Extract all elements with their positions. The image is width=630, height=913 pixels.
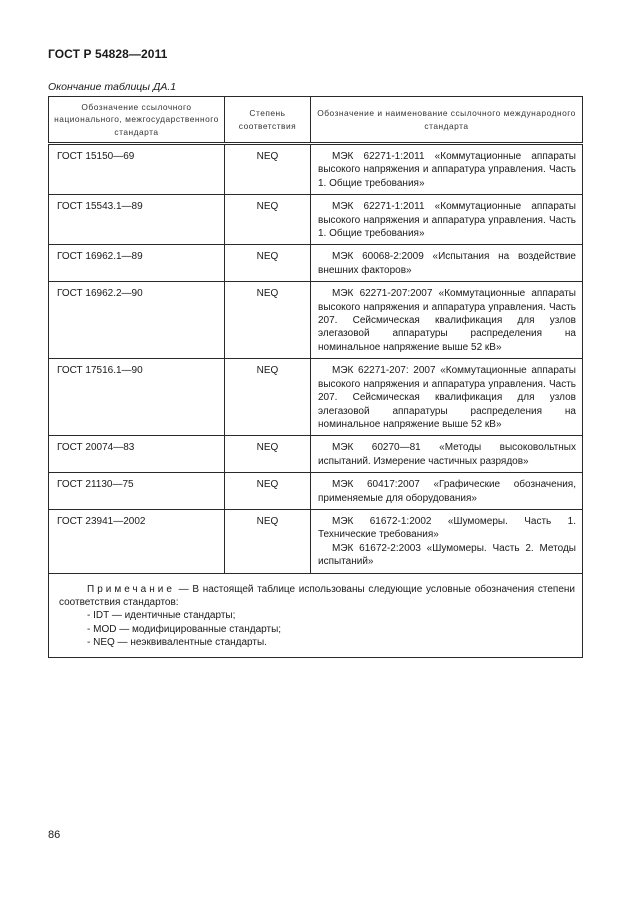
table-row [49, 359, 583, 436]
national-standard-cell: ГОСТ 15543.1—89 [49, 195, 225, 245]
international-standard-cell [311, 509, 583, 573]
table-note-row [49, 573, 583, 657]
international-standard-text: МЭК 62271-1:2011 «Коммутационные аппараты высокого напряжения и аппаратура управления. Часть 1. Общие требования» [318, 151, 576, 189]
page-number: 86 [48, 829, 61, 841]
degree-cell: NEQ [225, 282, 311, 359]
degree-cell: NEQ [225, 195, 311, 245]
degree-cell: NEQ [225, 509, 311, 573]
table-row [49, 282, 583, 359]
note-item: - IDT — идентичные стандарты; [87, 610, 236, 622]
international-standard-cell [311, 144, 583, 195]
degree-cell: NEQ [225, 144, 311, 195]
table-row [49, 436, 583, 473]
international-standard-text: МЭК 60417:2007 «Графические обозначения, применяемые для оборудования» [318, 479, 576, 504]
column-header-international-standard: Обозначение и наименование ссылочного международного стандарта [311, 97, 583, 144]
international-standard-text: МЭК 62271-1:2011 «Коммутационные аппараты высокого напряжения и аппаратура управления. Часть 1. Общие требования» [318, 201, 576, 240]
international-standard-cell [311, 359, 583, 436]
international-standard-text: МЭК 61672-1:2002 «Шумомеры. Часть 1. Технические требования» [318, 515, 576, 541]
international-standard-cell [311, 245, 583, 282]
table-row [49, 144, 583, 195]
standards-table-wrapper [48, 96, 582, 658]
international-standard-cell [311, 436, 583, 473]
column-header-degree: Степень соответствия [225, 97, 311, 144]
column-header-national-standard: Обозначение ссылочного национального, межгосударственного стандарта [49, 97, 225, 144]
note-item: - NEQ — неэквивалентные стандарты. [87, 637, 267, 649]
international-standard-text: МЭК 62271-207: 2007 «Коммутационные аппараты высокого напряжения и аппаратура управления. Часть 207. Сейсмическая квалификация для узлов элегазовой аппаратуры распределения на номинальное напряжение выше 52 кВ» [318, 365, 576, 430]
degree-cell: NEQ [225, 436, 311, 473]
table-row [49, 473, 583, 510]
standards-correspondence-table [48, 96, 583, 658]
national-standard-cell: ГОСТ 20074—83 [49, 436, 225, 473]
international-standard-cell [311, 195, 583, 245]
note-item: - MOD — модифицированные стандарты; [87, 623, 282, 635]
national-standard-cell: ГОСТ 15150—69 [49, 144, 225, 195]
degree-cell: NEQ [225, 473, 311, 510]
international-standard-text: МЭК 60270—81 «Методы высоковольтных испытаний. Измерение частичных разрядов» [318, 442, 576, 467]
international-standard-text: МЭК 62271-207:2007 «Коммутационные аппараты высокого напряжения и аппаратура управления. Часть 207. Сейсмическая квалификация для узлов элегазовой аппаратуры распределения на номинальное напряжение выше 52 кВ» [318, 288, 576, 353]
international-standard-cell [311, 473, 583, 510]
international-standard-cell [311, 282, 583, 359]
table-row [49, 195, 583, 245]
national-standard-cell: ГОСТ 16962.2—90 [49, 282, 225, 359]
table-row [49, 245, 583, 282]
international-standard-text: МЭК 61672-2:2003 «Шумомеры. Часть 2. Методы испытаний» [318, 542, 576, 568]
national-standard-cell: ГОСТ 23941—2002 [49, 509, 225, 573]
table-body [49, 144, 583, 574]
national-standard-cell: ГОСТ 17516.1—90 [49, 359, 225, 436]
national-standard-cell: ГОСТ 21130—75 [49, 473, 225, 510]
table-caption: Окончание таблицы ДА.1 [48, 81, 177, 93]
international-standard-text: МЭК 60068-2:2009 «Испытания на воздействие внешних факторов» [318, 251, 576, 276]
document-id-header: ГОСТ Р 54828—2011 [48, 47, 168, 61]
degree-cell: NEQ [225, 245, 311, 282]
note-text: — В настоящей таблице использованы следующие условные обозначения степени соответствия стандартов: [59, 583, 576, 608]
table-note [49, 573, 583, 657]
table-header-row [49, 97, 583, 144]
national-standard-cell: ГОСТ 16962.1—89 [49, 245, 225, 282]
degree-cell: NEQ [225, 359, 311, 436]
note-lead [59, 583, 575, 610]
table-row [49, 509, 583, 573]
note-label: Примечание [87, 583, 175, 595]
